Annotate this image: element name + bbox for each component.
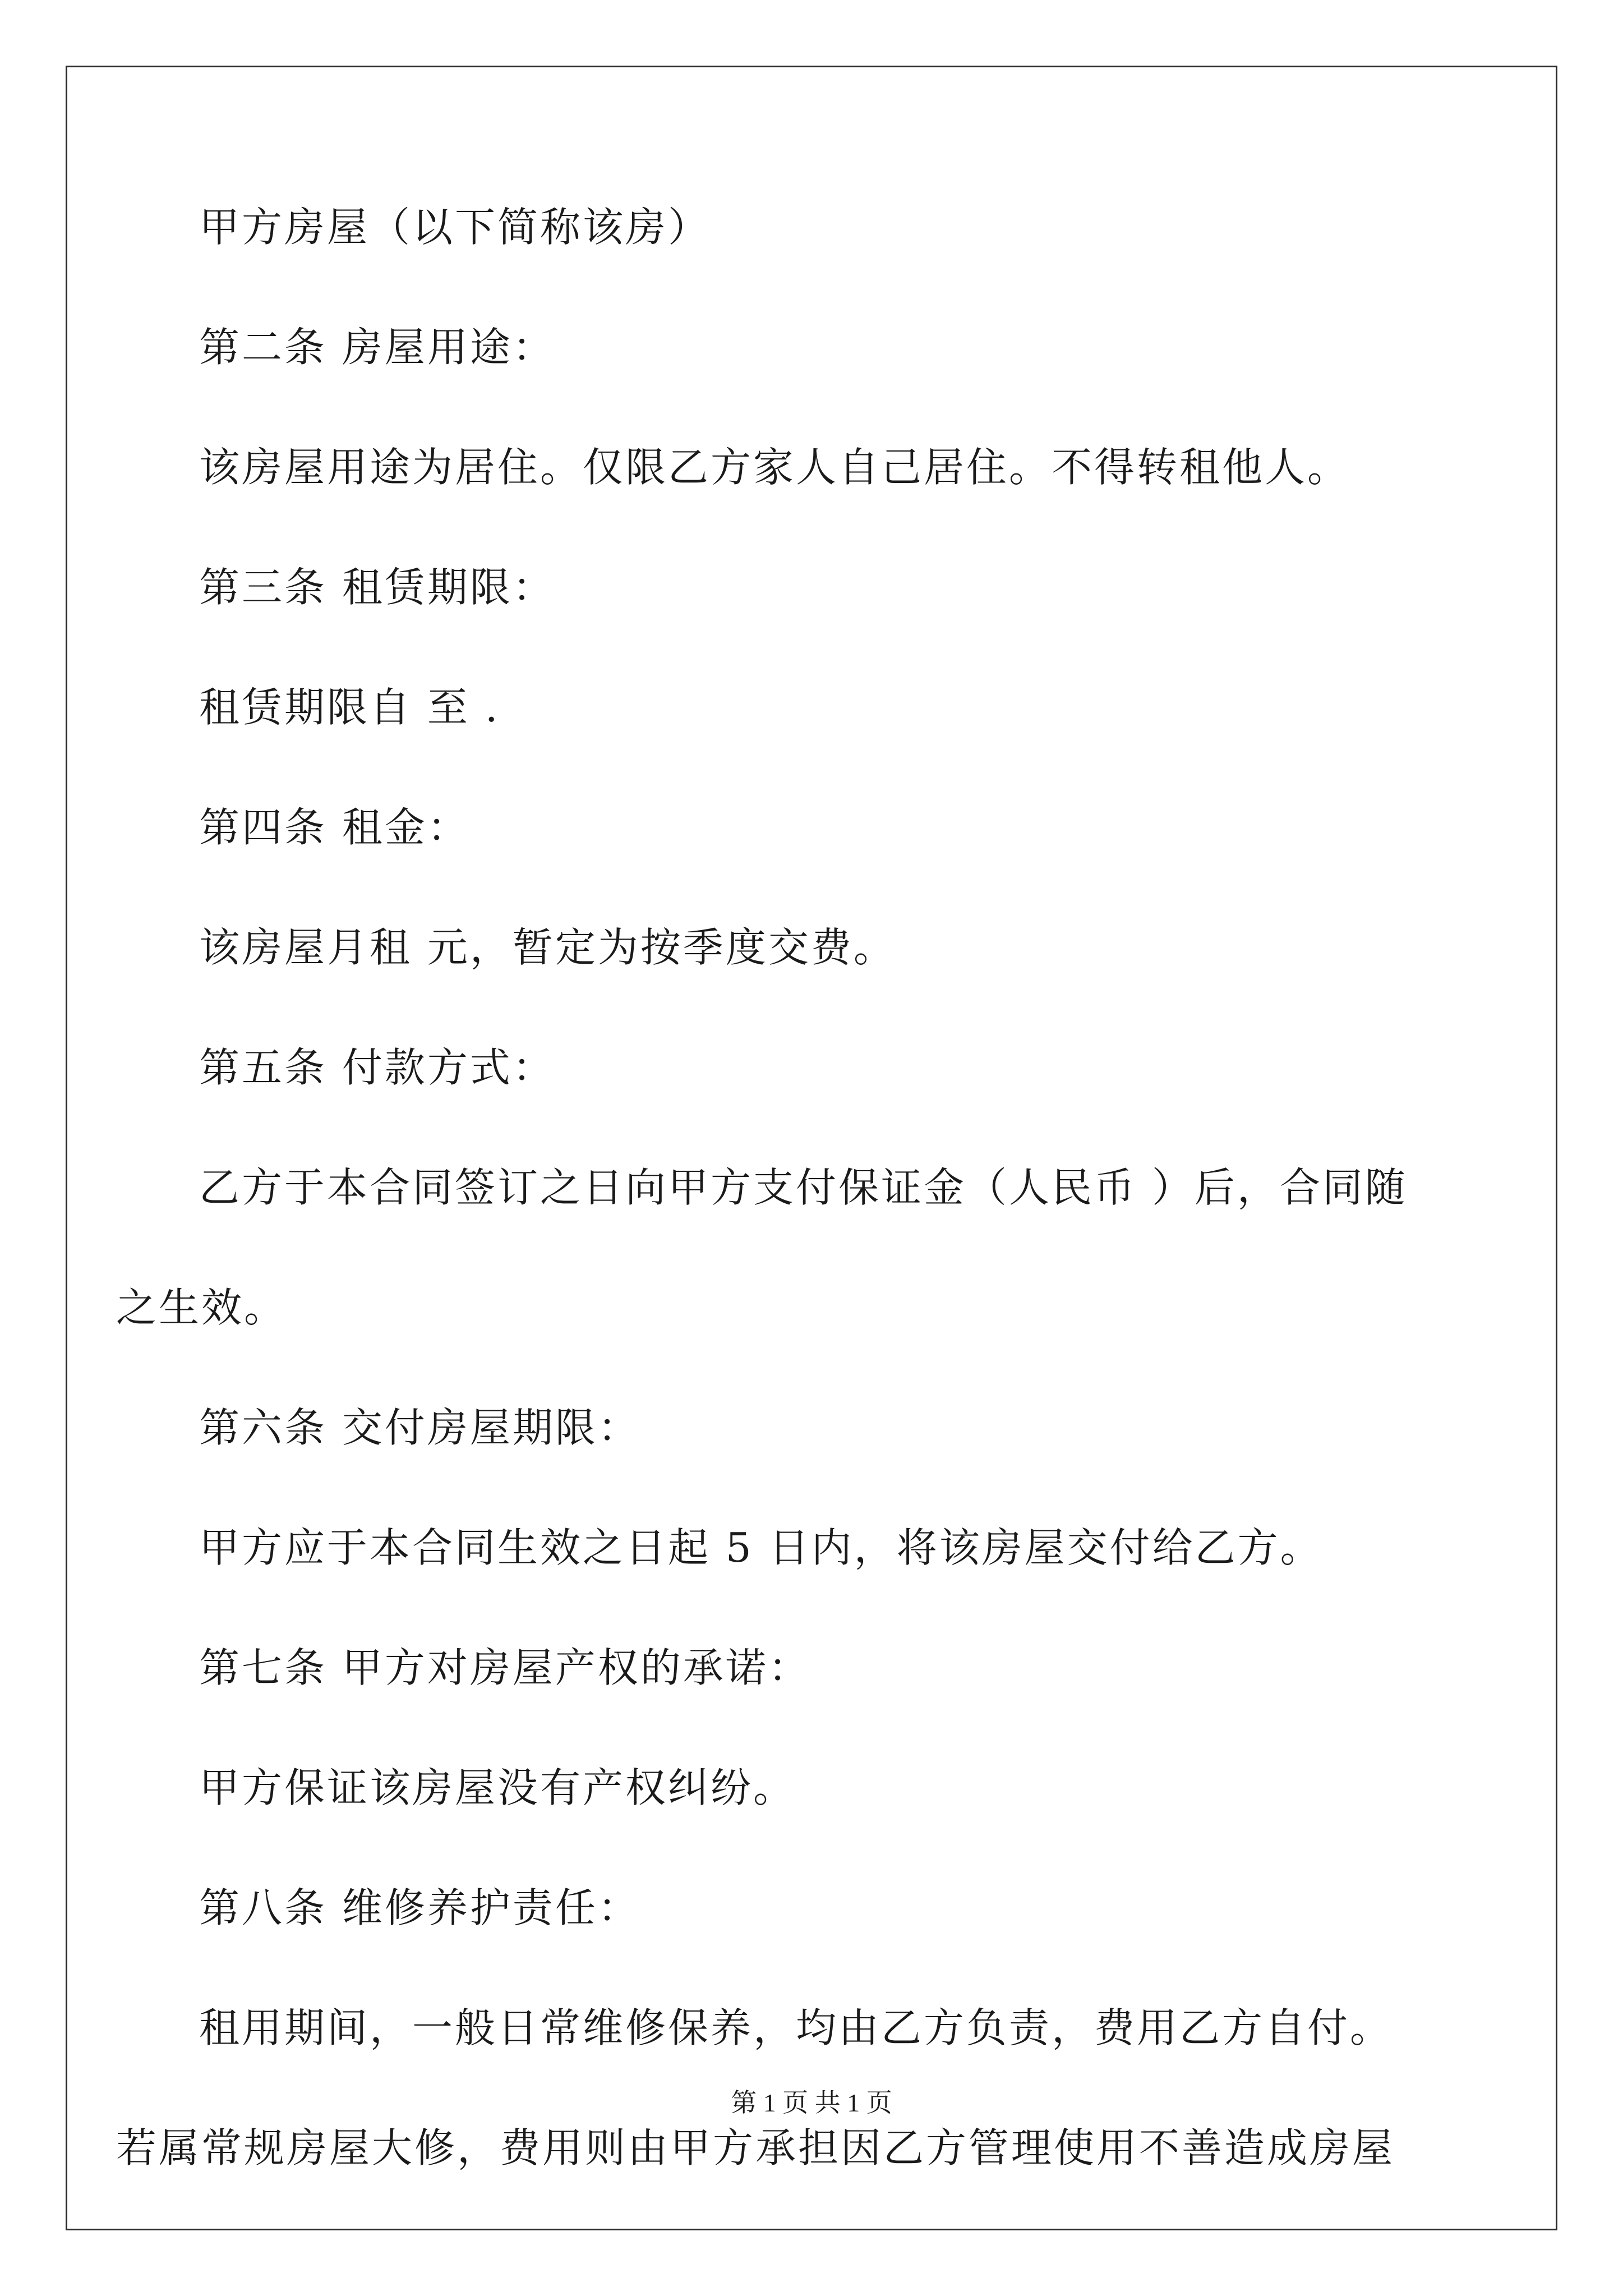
paragraph: 甲方应于本合同生效之日起 5 日内，将该房屋交付给乙方。 [199,1524,1323,1571]
paragraph: 租赁期限自 至 . [199,684,500,731]
paragraph: 甲方保证该房屋没有产权纠纷。 [199,1764,796,1811]
clause-heading: 第七条 甲方对房屋产权的承诺： [199,1644,811,1691]
clause-heading: 第二条 房屋用途： [199,324,555,371]
clause-heading: 第六条 交付房屋期限： [199,1404,640,1451]
page-number-footer: 第 1 页 共 1 页 [731,2088,892,2117]
clause-heading: 第八条 维修养护责任： [199,1884,640,1931]
paragraph-continuation: 之生效。 [116,1284,287,1331]
clause-heading: 第三条 租赁期限： [199,564,555,611]
paragraph: 租用期间，一般日常维修保养，均由乙方负责，费用乙方自付。 [199,2004,1393,2051]
paragraph: 该房屋月租 元，暂定为按季度交费。 [199,924,896,971]
clause-heading: 第四条 租金： [199,804,470,851]
paragraph: 该房屋用途为居住。仅限乙方家人自己居住。不得转租他人。 [199,444,1350,491]
paragraph: 乙方于本合同签订之日向甲方支付保证金（人民币 ）后，合同随 [199,1164,1408,1211]
clause-heading: 第五条 付款方式： [199,1044,555,1091]
paragraph-continuation: 若属常规房屋大修，费用则由甲方承担因乙方管理使用不善造成房屋 [116,2124,1395,2171]
paragraph: 甲方房屋（以下简称该房） [199,204,711,251]
